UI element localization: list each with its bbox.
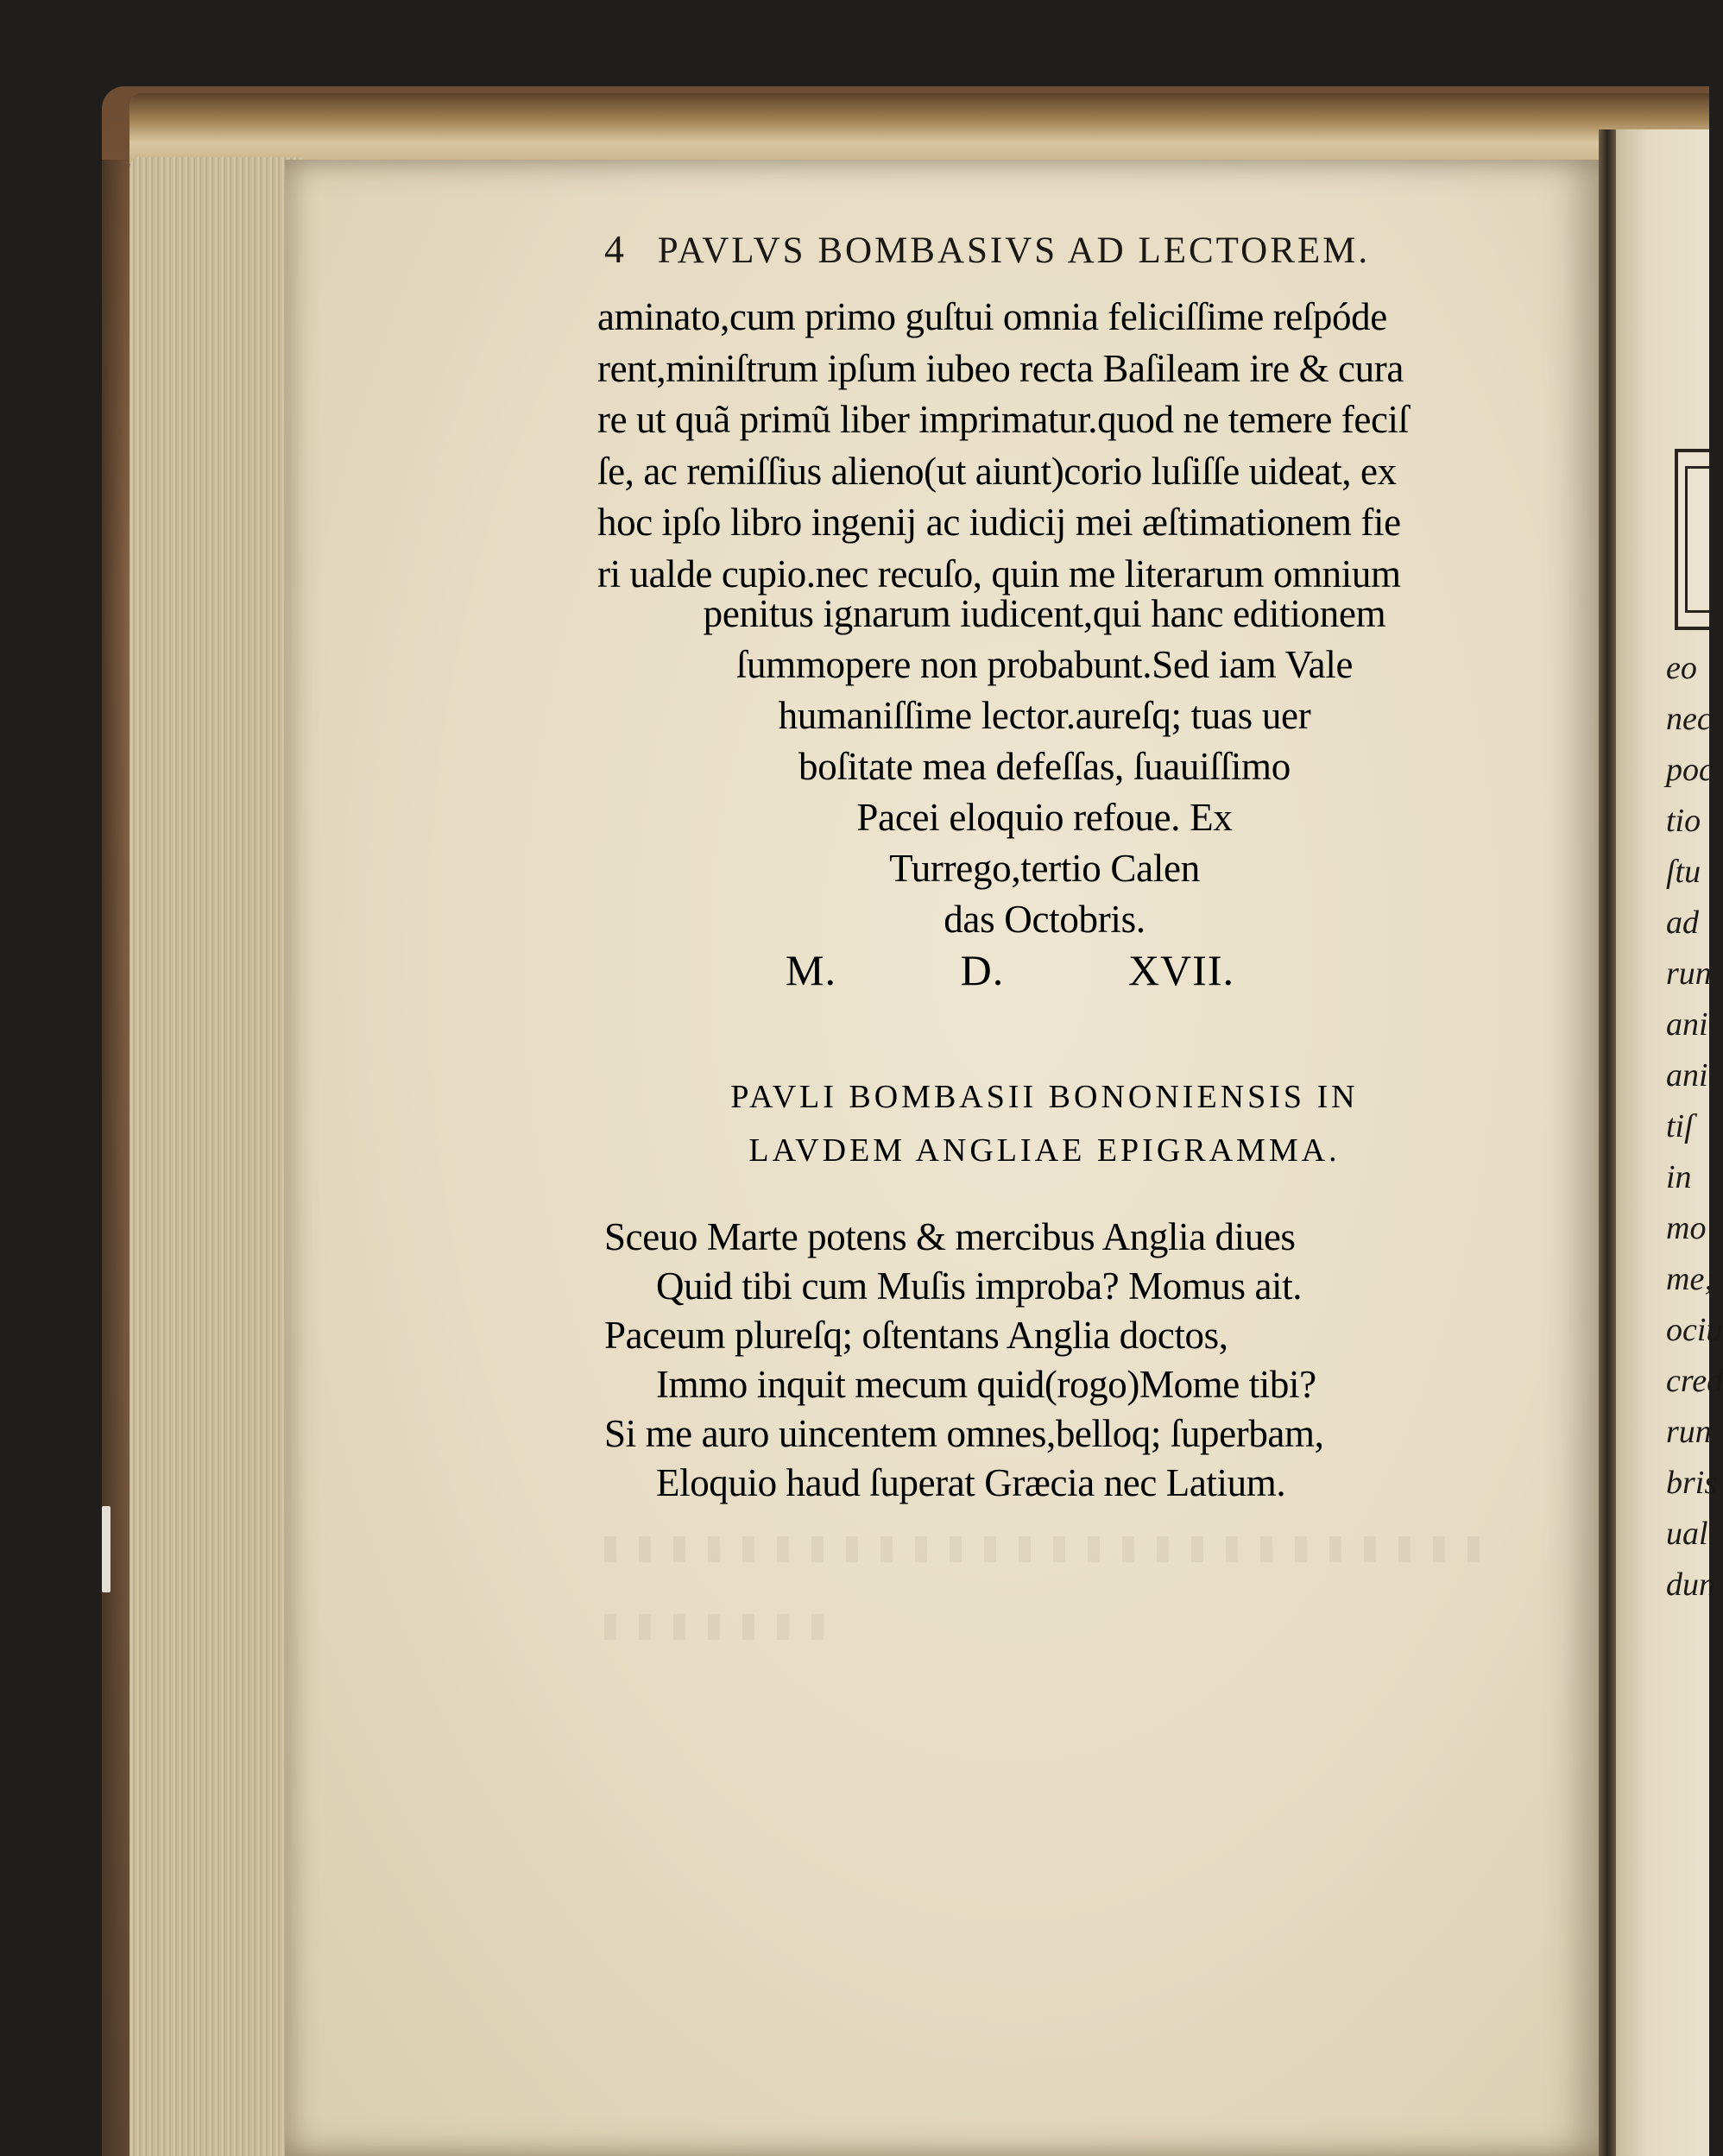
taper-line: humaniſſime lector.aureſq; tuas uer bbox=[778, 694, 1311, 737]
right-page-fragment: tio bbox=[1666, 803, 1701, 839]
page-number: 4 bbox=[604, 227, 627, 271]
right-page-fragment: bris bbox=[1666, 1465, 1718, 1501]
taper-line: penitus ignarum iudicent,qui hanc editionem bbox=[703, 592, 1386, 635]
woodcut-border-inner bbox=[1685, 466, 1709, 613]
right-page-fragment: eo bbox=[1666, 650, 1697, 686]
right-page-fragment: dun bbox=[1666, 1567, 1715, 1603]
verse-line: Quid tibi cum Muſis improba? Momus ait. bbox=[656, 1264, 1303, 1308]
verse-line: Immo inquit mecum quid(rogo)Mome tibi? bbox=[656, 1363, 1316, 1406]
verse-line: Eloquio haud ſuperat Græcia nec Latium. bbox=[656, 1461, 1286, 1504]
running-head bbox=[604, 226, 1370, 272]
imprint-date bbox=[786, 945, 1234, 995]
taper-line: Pacei eloquio refoue. Ex bbox=[856, 796, 1233, 839]
taper-line: Turrego,tertio Calen bbox=[889, 847, 1200, 890]
prose-line: rent,miniſtrum ipſum iubeo recta Baſileam ire & cura bbox=[597, 346, 1404, 390]
cover-shadow bbox=[102, 160, 128, 2156]
right-page-fragment: ociu bbox=[1666, 1312, 1723, 1348]
page-block-fore-edge bbox=[129, 157, 302, 2156]
prose-line: hoc ipſo libro ingenij ac iudicij mei æſtimationem fie bbox=[597, 501, 1401, 544]
epigram-title bbox=[604, 1070, 1485, 1177]
taper-line: boſitate mea defeſſas, ſuauiſſimo bbox=[798, 745, 1291, 788]
prose-line: ri ualde cupio.nec recuſo, quin me literarum omnium bbox=[597, 552, 1401, 596]
prose-line: re ut quã primũ liber imprimatur.quod ne temere feciſ bbox=[597, 398, 1409, 441]
right-page-fragment: ani bbox=[1666, 1006, 1708, 1043]
verse-line: Si me auro uincentem omnes,belloq; ſuperbam, bbox=[604, 1412, 1324, 1455]
right-page-fragment: cred bbox=[1666, 1363, 1723, 1399]
date-part: M. bbox=[786, 946, 836, 994]
right-page-fragment: ani bbox=[1666, 1057, 1708, 1094]
right-page-fragment: ad bbox=[1666, 905, 1699, 941]
right-page-fragment: run bbox=[1666, 955, 1712, 992]
right-page-fragment: ual bbox=[1666, 1516, 1708, 1552]
right-page-fragment: poc bbox=[1666, 752, 1714, 788]
right-page-fragment: mo bbox=[1666, 1210, 1707, 1246]
prose-block bbox=[597, 292, 1486, 600]
epigram-title-line: LAVDEM ANGLIAE EPIGRAMMA. bbox=[748, 1132, 1341, 1169]
book-clip bbox=[102, 1506, 110, 1592]
date-part: XVII. bbox=[1127, 946, 1234, 994]
right-page-fragment: in bbox=[1666, 1159, 1692, 1195]
prose-line: ſe, ac remiſſius alieno(ut aiunt)corio luſiſſe uideat, ex bbox=[597, 449, 1397, 493]
right-page-text-fragments bbox=[1666, 643, 1723, 1611]
right-page-fragment: me; bbox=[1666, 1261, 1715, 1297]
prose-line: aminato,cum primo guſtui omnia feliciſſime reſpóde bbox=[597, 295, 1387, 338]
verse-line: Sceuo Marte potens & mercibus Anglia diues bbox=[604, 1215, 1296, 1258]
taper-line: ſummopere non probabunt.Sed iam Vale bbox=[735, 643, 1354, 686]
book-gutter bbox=[1599, 129, 1616, 2156]
right-page-fragment: tiſ bbox=[1666, 1108, 1694, 1144]
right-page-fragment: ſtu bbox=[1666, 854, 1701, 890]
date-part: D. bbox=[960, 946, 1005, 994]
epigram-title-line: PAVLI BOMBASII BONONIENSIS IN bbox=[730, 1079, 1359, 1115]
epigram bbox=[604, 1213, 1493, 1508]
right-page-fragment: nec bbox=[1666, 701, 1712, 737]
page-block-top-edge bbox=[129, 93, 1709, 164]
right-page-fragment: run bbox=[1666, 1414, 1712, 1450]
verse-line: Paceum plureſq; oſtentans Anglia doctos, bbox=[604, 1314, 1228, 1357]
running-head-title: PAVLVS BOMBASIVS AD LECTOREM. bbox=[657, 230, 1371, 271]
taper-line: das Octobris. bbox=[944, 898, 1146, 941]
tapered-colophon-block bbox=[604, 589, 1485, 945]
